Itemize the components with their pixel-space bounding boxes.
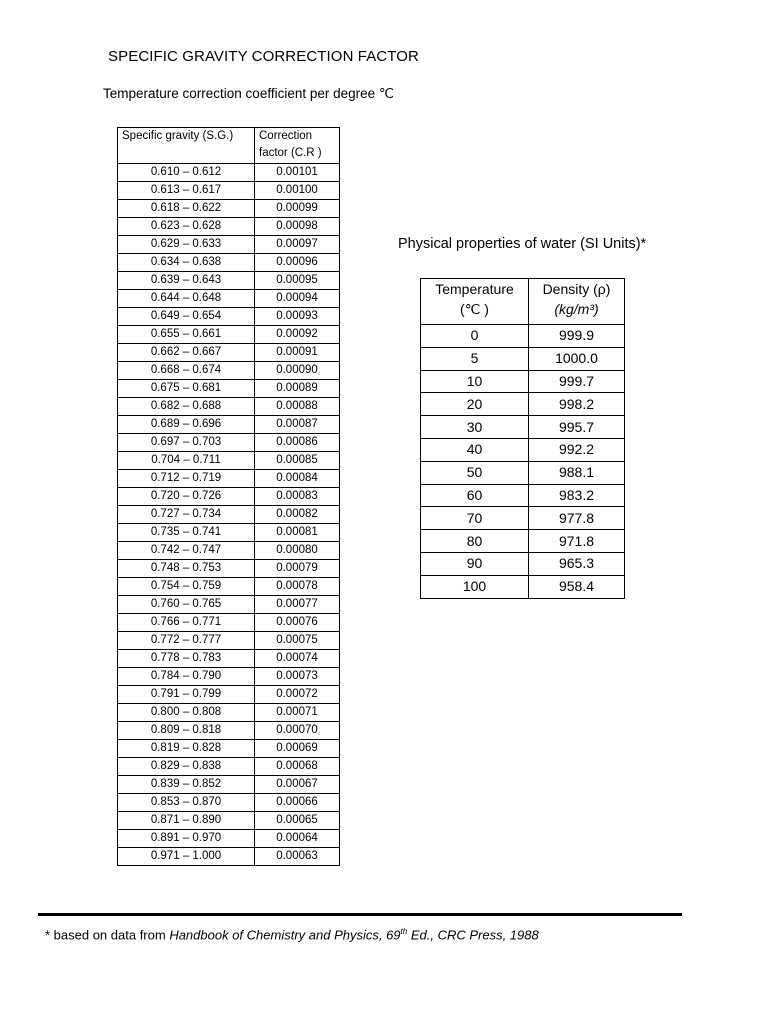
table-row: [118, 704, 340, 722]
temperature-cell: 5: [421, 347, 529, 370]
density-cell: 995.7: [529, 416, 625, 439]
sg-range-cell: 0.613 – 0.617: [118, 182, 255, 200]
sg-range-cell: 0.668 – 0.674: [118, 362, 255, 380]
table-row: [118, 236, 340, 254]
correction-factor-cell: 0.00091: [255, 344, 340, 362]
sg-range-cell: 0.689 – 0.696: [118, 416, 255, 434]
correction-factor-cell: 0.00079: [255, 560, 340, 578]
table-row: [118, 560, 340, 578]
table-row: [421, 461, 625, 484]
correction-factor-cell: 0.00089: [255, 380, 340, 398]
density-cell: 983.2: [529, 484, 625, 507]
sg-range-cell: 0.754 – 0.759: [118, 578, 255, 596]
table-row: [118, 272, 340, 290]
correction-factor-cell: 0.00086: [255, 434, 340, 452]
correction-factor-cell: 0.00070: [255, 722, 340, 740]
sg-range-cell: 0.819 – 0.828: [118, 740, 255, 758]
density-cell: 971.8: [529, 530, 625, 553]
sg-range-cell: 0.649 – 0.654: [118, 308, 255, 326]
correction-factor-cell: 0.00097: [255, 236, 340, 254]
table-row: [421, 370, 625, 393]
density-cell: 988.1: [529, 461, 625, 484]
table-row: [118, 434, 340, 452]
correction-factor-cell: 0.00082: [255, 506, 340, 524]
correction-factor-cell: 0.00077: [255, 596, 340, 614]
correction-factor-cell: 0.00081: [255, 524, 340, 542]
table-row: [118, 326, 340, 344]
sg-range-cell: 0.655 – 0.661: [118, 326, 255, 344]
sg-range-cell: 0.610 – 0.612: [118, 164, 255, 182]
table-row: [118, 506, 340, 524]
water-header-temperature: Temperature (℃ ): [421, 279, 529, 325]
table-row: [118, 830, 340, 848]
table-row: [118, 488, 340, 506]
sg-range-cell: 0.629 – 0.633: [118, 236, 255, 254]
correction-factor-cell: 0.00083: [255, 488, 340, 506]
table-row: [118, 740, 340, 758]
temperature-cell: 50: [421, 461, 529, 484]
table-row: [118, 380, 340, 398]
temperature-cell: 40: [421, 438, 529, 461]
sg-range-cell: 0.748 – 0.753: [118, 560, 255, 578]
sg-range-cell: 0.623 – 0.628: [118, 218, 255, 236]
table-row: [118, 398, 340, 416]
sg-range-cell: 0.809 – 0.818: [118, 722, 255, 740]
correction-factor-cell: 0.00092: [255, 326, 340, 344]
sg-range-cell: 0.760 – 0.765: [118, 596, 255, 614]
correction-factor-cell: 0.00101: [255, 164, 340, 182]
temperature-cell: 0: [421, 325, 529, 348]
correction-factor-cell: 0.00085: [255, 452, 340, 470]
correction-factor-cell: 0.00064: [255, 830, 340, 848]
sg-range-cell: 0.735 – 0.741: [118, 524, 255, 542]
density-cell: 998.2: [529, 393, 625, 416]
sg-range-cell: 0.784 – 0.790: [118, 668, 255, 686]
density-cell: 999.9: [529, 325, 625, 348]
table-row: [118, 254, 340, 272]
sg-range-cell: 0.839 – 0.852: [118, 776, 255, 794]
sg-range-cell: 0.634 – 0.638: [118, 254, 255, 272]
sg-range-cell: 0.697 – 0.703: [118, 434, 255, 452]
sg-range-cell: 0.727 – 0.734: [118, 506, 255, 524]
table-row: [421, 575, 625, 598]
sg-range-cell: 0.891 – 0.970: [118, 830, 255, 848]
table-row: [118, 290, 340, 308]
temperature-cell: 80: [421, 530, 529, 553]
table-row: [421, 438, 625, 461]
sg-range-cell: 0.971 – 1.000: [118, 848, 255, 866]
table-row: [118, 578, 340, 596]
density-cell: 999.7: [529, 370, 625, 393]
sg-range-cell: 0.639 – 0.643: [118, 272, 255, 290]
sg-range-cell: 0.766 – 0.771: [118, 614, 255, 632]
table-row: [118, 524, 340, 542]
density-cell: 965.3: [529, 552, 625, 575]
correction-factor-cell: 0.00063: [255, 848, 340, 866]
table-row: [118, 668, 340, 686]
correction-factor-cell: 0.00098: [255, 218, 340, 236]
sg-range-cell: 0.778 – 0.783: [118, 650, 255, 668]
correction-factor-cell: 0.00088: [255, 398, 340, 416]
table-row: [118, 650, 340, 668]
correction-factor-cell: 0.00066: [255, 794, 340, 812]
subtitle: Temperature correction coefficient per degree ℃: [103, 86, 395, 101]
table-row: [421, 507, 625, 530]
table-row: [118, 794, 340, 812]
sg-range-cell: 0.618 – 0.622: [118, 200, 255, 218]
sg-range-cell: 0.800 – 0.808: [118, 704, 255, 722]
table-row: [118, 362, 340, 380]
table-row: [421, 393, 625, 416]
correction-factor-cell: 0.00069: [255, 740, 340, 758]
correction-factor-cell: 0.00100: [255, 182, 340, 200]
table-row: [118, 542, 340, 560]
table-row: [421, 530, 625, 553]
table-row: [118, 722, 340, 740]
table-row: [118, 164, 340, 182]
correction-factor-cell: 0.00099: [255, 200, 340, 218]
table-row: [118, 848, 340, 866]
sg-range-cell: 0.682 – 0.688: [118, 398, 255, 416]
footnote: * based on data from Handbook of Chemistry and Physics, 69th Ed., CRC Press, 1988: [45, 927, 539, 943]
correction-factor-cell: 0.00084: [255, 470, 340, 488]
sg-range-cell: 0.871 – 0.890: [118, 812, 255, 830]
density-cell: 977.8: [529, 507, 625, 530]
temperature-cell: 100: [421, 575, 529, 598]
sg-header-correction-factor: Correction factor (C.R ): [255, 128, 340, 164]
table-row: [118, 812, 340, 830]
correction-factor-cell: 0.00067: [255, 776, 340, 794]
table-row: [118, 470, 340, 488]
sg-range-cell: 0.742 – 0.747: [118, 542, 255, 560]
water-table-title: Physical properties of water (SI Units)*: [398, 236, 647, 252]
correction-factor-cell: 0.00076: [255, 614, 340, 632]
temperature-cell: 20: [421, 393, 529, 416]
temperature-cell: 30: [421, 416, 529, 439]
table-row: [421, 347, 625, 370]
sg-range-cell: 0.644 – 0.648: [118, 290, 255, 308]
table-row: [421, 552, 625, 575]
specific-gravity-table: [117, 127, 340, 866]
correction-factor-cell: 0.00072: [255, 686, 340, 704]
water-header-density: Density (ρ) (kg/m³): [529, 279, 625, 325]
correction-factor-cell: 0.00074: [255, 650, 340, 668]
correction-factor-cell: 0.00065: [255, 812, 340, 830]
table-row: [118, 632, 340, 650]
table-row: [421, 325, 625, 348]
correction-factor-cell: 0.00090: [255, 362, 340, 380]
table-row: [118, 182, 340, 200]
temperature-cell: 60: [421, 484, 529, 507]
table-row: [118, 758, 340, 776]
sg-range-cell: 0.662 – 0.667: [118, 344, 255, 362]
table-row: [118, 776, 340, 794]
correction-factor-cell: 0.00080: [255, 542, 340, 560]
sg-range-cell: 0.704 – 0.711: [118, 452, 255, 470]
table-row: [118, 344, 340, 362]
correction-factor-cell: 0.00071: [255, 704, 340, 722]
table-row: [118, 200, 340, 218]
temperature-cell: 10: [421, 370, 529, 393]
correction-factor-cell: 0.00087: [255, 416, 340, 434]
density-cell: 992.2: [529, 438, 625, 461]
sg-range-cell: 0.675 – 0.681: [118, 380, 255, 398]
table-row: [118, 452, 340, 470]
correction-factor-cell: 0.00096: [255, 254, 340, 272]
sg-range-cell: 0.829 – 0.838: [118, 758, 255, 776]
correction-factor-cell: 0.00068: [255, 758, 340, 776]
sg-range-cell: 0.712 – 0.719: [118, 470, 255, 488]
density-cell: 958.4: [529, 575, 625, 598]
density-cell: 1000.0: [529, 347, 625, 370]
correction-factor-cell: 0.00075: [255, 632, 340, 650]
temperature-cell: 90: [421, 552, 529, 575]
sg-range-cell: 0.720 – 0.726: [118, 488, 255, 506]
correction-factor-cell: 0.00095: [255, 272, 340, 290]
footer-divider: [38, 913, 682, 916]
table-row: [421, 416, 625, 439]
correction-factor-cell: 0.00073: [255, 668, 340, 686]
correction-factor-cell: 0.00094: [255, 290, 340, 308]
temperature-cell: 70: [421, 507, 529, 530]
table-row: [118, 596, 340, 614]
table-row: [118, 218, 340, 236]
sg-range-cell: 0.772 – 0.777: [118, 632, 255, 650]
table-row: [118, 416, 340, 434]
table-row: [118, 308, 340, 326]
table-row: [118, 614, 340, 632]
correction-factor-cell: 0.00093: [255, 308, 340, 326]
page-title: SPECIFIC GRAVITY CORRECTION FACTOR: [108, 48, 419, 65]
water-properties-table: [420, 278, 625, 599]
sg-header-specific-gravity: Specific gravity (S.G.): [118, 128, 255, 164]
sg-range-cell: 0.853 – 0.870: [118, 794, 255, 812]
sg-range-cell: 0.791 – 0.799: [118, 686, 255, 704]
table-row: [421, 484, 625, 507]
correction-factor-cell: 0.00078: [255, 578, 340, 596]
table-row: [118, 686, 340, 704]
